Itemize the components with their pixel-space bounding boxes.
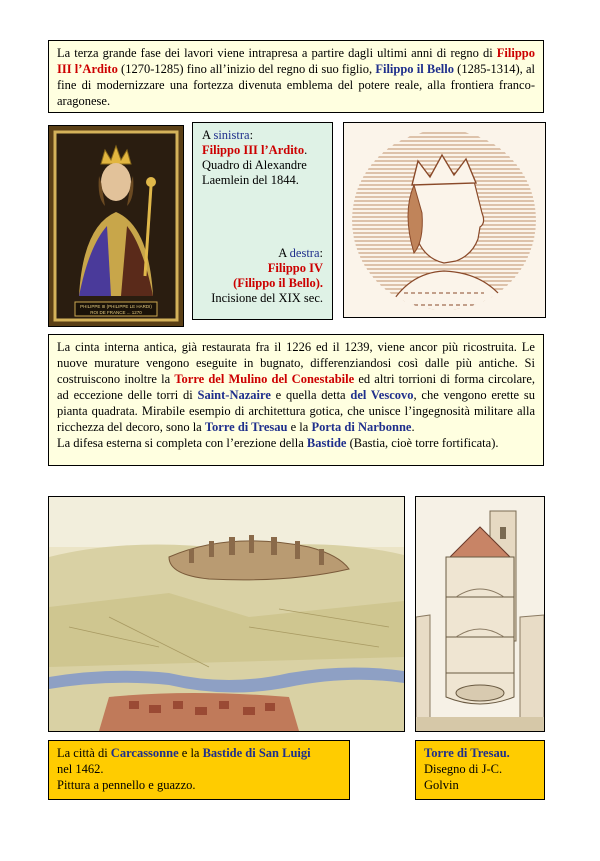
caption-sinistra: sinistra	[213, 128, 250, 142]
city-caption-text-2: e la	[178, 746, 203, 760]
caption-a-left: A	[202, 128, 214, 142]
name-saint-nazaire: Saint-Nazaire	[197, 388, 271, 402]
painting-plate-line1: PHILIPPE III (PHILIPPE LE HARDI)	[80, 304, 152, 309]
caption-name-filippo-iii: Filippo III l’Ardito	[202, 143, 305, 157]
para-text-2: ed altri torrioni di forma circolare, ad eccezione delle torri di	[57, 372, 535, 402]
caption-right-name-2: (Filippo il Bello).	[233, 276, 323, 290]
intro-text-3: (1285-1314), al fine di modernizzare una fortezza divenuta emblema del potere reale, alla frontiera franco-aragonese.	[57, 62, 535, 108]
engraving-illustration	[344, 123, 545, 317]
carcassonne-landscape-illustration	[49, 497, 404, 731]
caption-left-name	[202, 143, 323, 158]
para-text-5: e la	[287, 420, 312, 434]
torre-tresau-drawing	[415, 496, 545, 732]
portrait-filippo-iii-painting	[48, 125, 184, 327]
portrait-caption-box	[192, 122, 333, 320]
caption-right-desc: Incisione del XIX sec.	[211, 291, 323, 305]
name-bastide-san-luigi: Bastide di San Luigi	[202, 746, 311, 760]
caption-left-desc-2: Laemlein del 1844.	[202, 173, 299, 187]
tower-caption-box	[415, 740, 545, 800]
city-caption-line2: nel 1462.	[57, 762, 104, 776]
intro-text-1: La terza grande fase dei lavori viene intrapresa a partire dagli ultimi anni di regno di	[57, 46, 497, 60]
intro-text-2: (1270-1285) fino all’inizio del regno di suo figlio,	[117, 62, 376, 76]
name-del-vescovo: del Vescovo	[350, 388, 414, 402]
caption-left-desc-1: Quadro di Alexandre	[202, 158, 307, 172]
intro-text-box	[48, 40, 544, 113]
para-text-4: , che vengono erette su pianta quadrata. Mirabile esempio di architettura gotica, che unisce l’ingegnosità militare alla ricchezza del decoro, sono la	[57, 388, 535, 434]
carcassonne-painting	[48, 496, 405, 732]
caption-right-name-1: Filippo IV	[267, 261, 323, 275]
city-caption-line1	[57, 745, 341, 761]
name-bastide: Bastide	[306, 436, 347, 450]
name-filippo-il-bello: Filippo il Bello	[375, 62, 454, 76]
caption-dot-left: .	[304, 143, 308, 157]
tower-caption-line2: Disegno di J-C.	[424, 762, 503, 776]
tower-cutaway-illustration	[416, 497, 544, 731]
tower-caption-title: Torre di Tresau.	[424, 746, 510, 760]
caption-colon-left: :	[249, 128, 254, 142]
name-torre-tresau: Torre di Tresau	[204, 420, 288, 434]
para-text-7: La difesa esterna si completa con l’erezione della	[57, 436, 307, 450]
caption-right-label	[202, 246, 323, 261]
tower-caption-line3: Golvin	[424, 778, 459, 792]
history-paragraph-box	[48, 334, 544, 466]
para-text-8: (Bastia, cioè torre fortificata).	[346, 436, 499, 450]
name-torre-mulino: Torre del Mulino del Conestabile	[174, 372, 355, 386]
carcassonne-caption-box	[48, 740, 350, 800]
name-carcassonne: Carcassonne	[110, 746, 179, 760]
name-filippo-iii: Filippo III l’Ardito	[57, 46, 535, 76]
caption-destra: destra	[289, 246, 320, 260]
caption-a-right: A	[278, 246, 290, 260]
portrait-filippo-iv-engraving	[343, 122, 546, 318]
city-caption-text-1: La città di	[57, 746, 111, 760]
city-caption-line3: Pittura a pennello e guazzo.	[57, 778, 196, 792]
caption-left-label	[202, 128, 323, 143]
painting-plate-line2: ROI DE FRANCE ... 1270	[90, 310, 142, 315]
painting-illustration	[49, 126, 183, 326]
caption-colon-right: :	[319, 246, 323, 260]
name-porta-narbonne: Porta di Narbonne	[311, 420, 412, 434]
para-text-1: La cinta interna antica, già restaurata fra il 1226 ed il 1239, viene ancor più ricostruita. Le nuove murature vengono eseguite in bugnato, differenziandosi così dalle più antiche. Si costruiscono inoltre la	[57, 340, 535, 386]
para-text-3: e quella detta	[270, 388, 351, 402]
para-text-6: .	[411, 420, 415, 434]
